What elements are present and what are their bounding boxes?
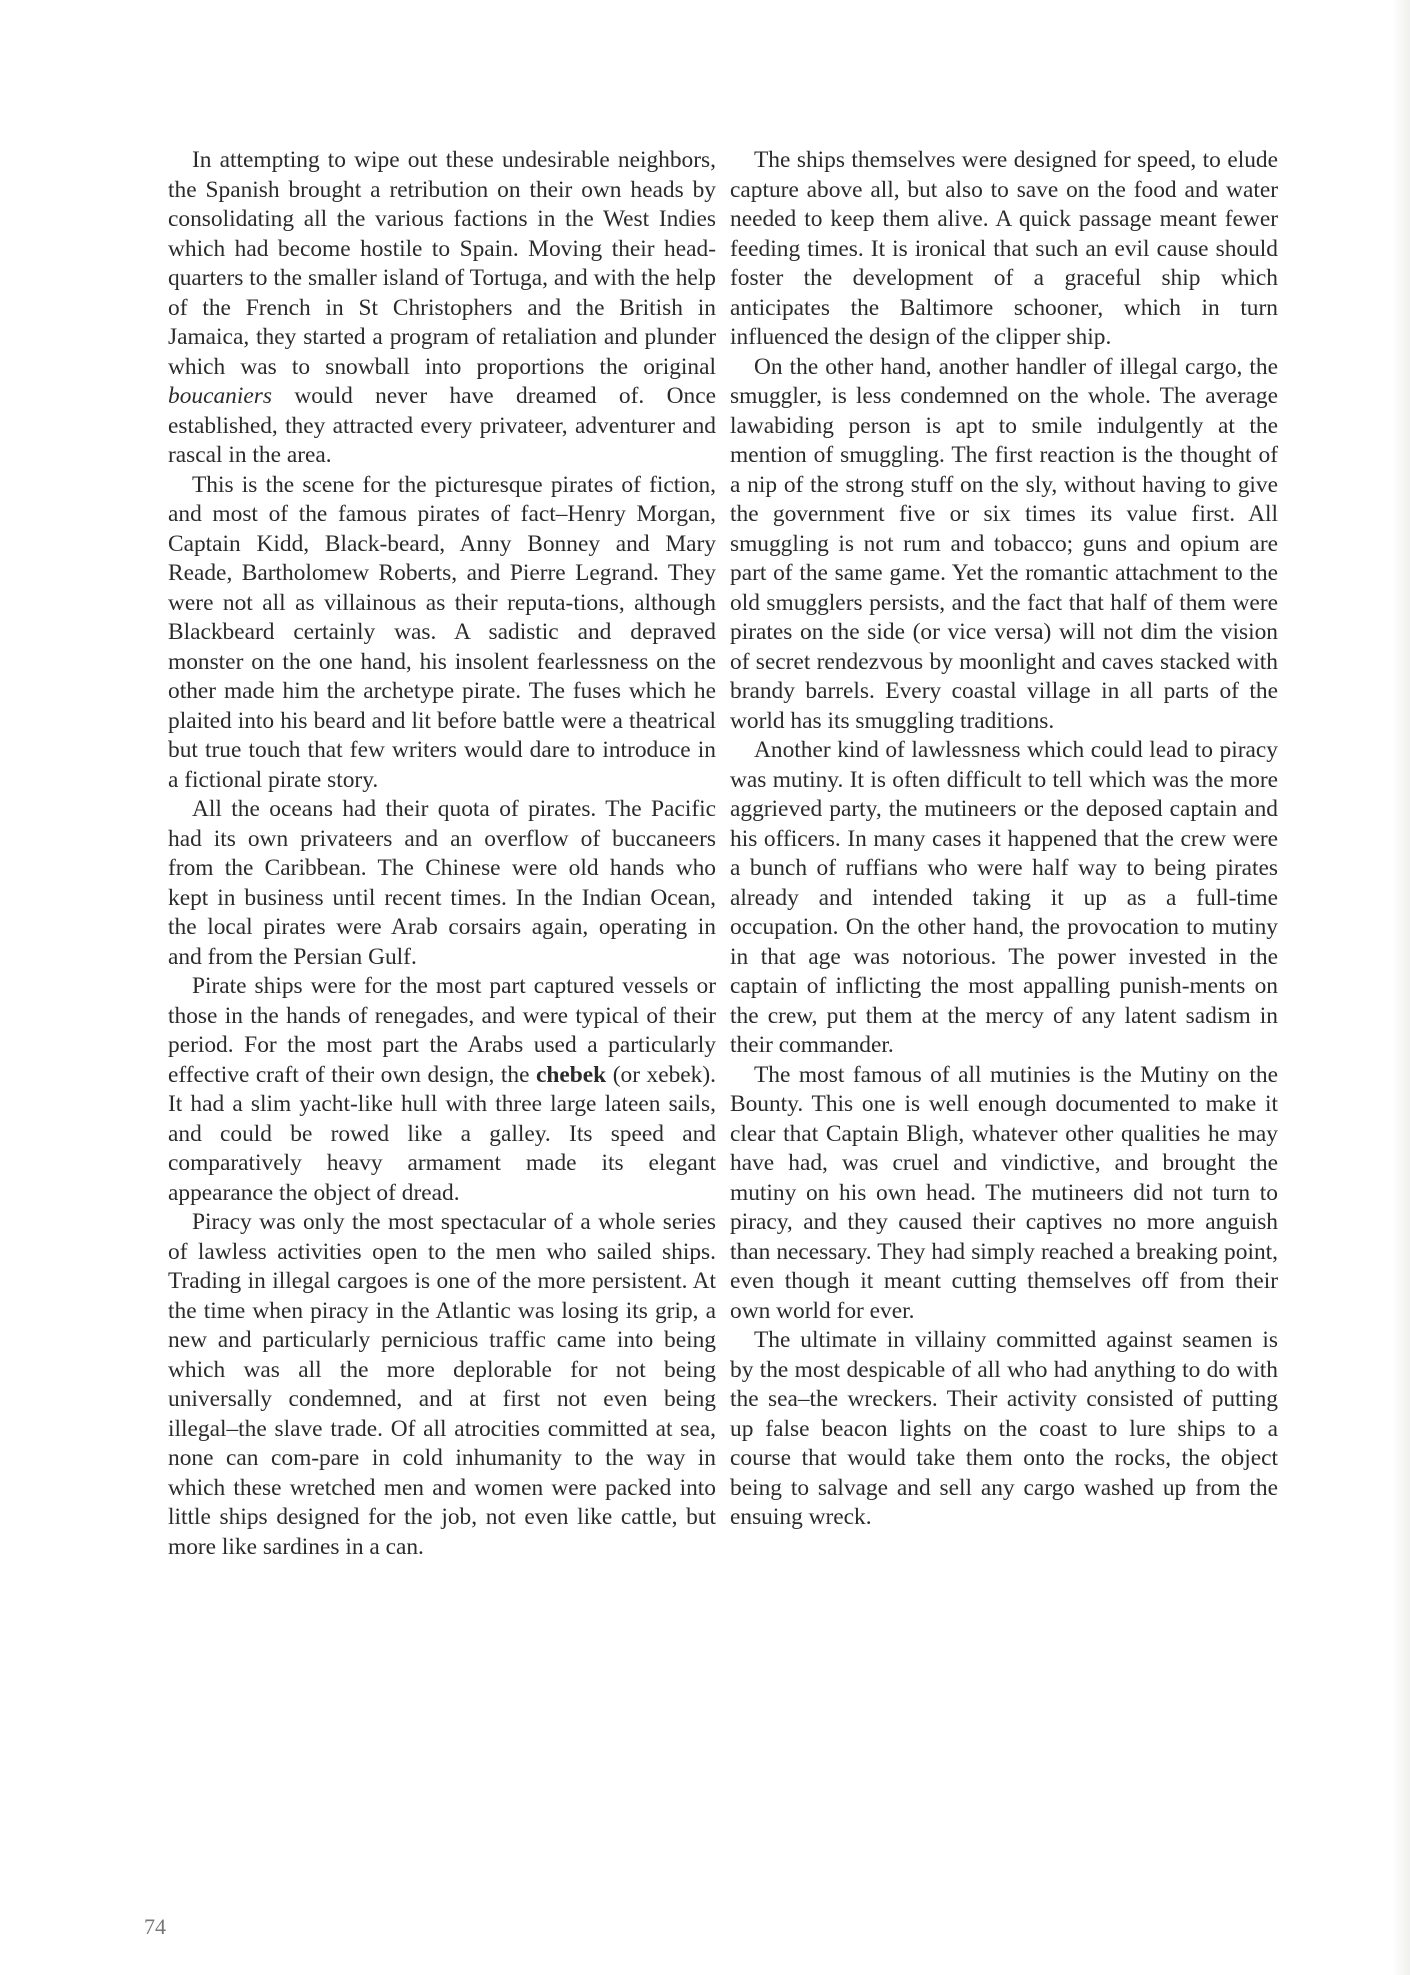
page-edge-shadow: [1392, 0, 1410, 1975]
left-text-column: [168, 146, 716, 1562]
paragraph: On the other hand, another handler of illegal cargo, the smuggler, is less condemned on the whole. The average lawabiding person is apt to smile indulgently at the mention of smuggling. The first reaction is the thought of a nip of the strong stuff on the sly, without having to give the government five or six times its value first. All smuggling is not rum and tobacco; guns and opium are part of the same game. Yet the romantic attachment to the old smugglers persists, and the fact that half of them were pirates on the side (or vice versa) will not dim the vision of secret rendezvous by moonlight and caves stacked with brandy barrels. Every coastal village in all parts of the world has its smuggling traditions.: [730, 353, 1278, 734]
italic-term: boucaniers: [168, 383, 272, 409]
paragraph: [168, 146, 716, 471]
right-text-column: [730, 146, 1278, 1533]
paragraph: Piracy was only the most spectacular of a whole series of lawless activities open to the men who sailed ships. Trading in illegal cargoes is one of the more persistent. At the time when piracy in the Atlantic was losing its grip, a new and particularly pernicious traffic came into being which was all the more deplorable for not being universally condemned, and at first not even being illegal–the slave trade. Of all atrocities committed at sea, none can com-pare in cold inhumanity to the way in which these wretched men and women were packed into little ships designed for the job, not even like cattle, but more like sardines in a can.: [168, 1209, 716, 1560]
paragraph: [168, 972, 716, 1208]
paragraph-text: would never have dreamed of. Once established, they attracted every privateer, adventurer and rascal in the area.: [168, 383, 716, 468]
paragraph: The most famous of all mutinies is the Mutiny on the Bounty. This one is well enough documented to make it clear that Captain Bligh, whatever other qualities he may have had, was cruel and vindictive, and brought the mutiny on his own head. The mutineers did not turn to piracy, and they caused their captives no more anguish than necessary. They had simply reached a breaking point, even though it meant cutting themselves off from their own world for ever.: [730, 1061, 1278, 1324]
paragraph: The ultimate in villainy committed against seamen is by the most despicable of all who had anything to do with the sea–the wreckers. Their activity consisted of putting up false beacon lights on the coast to lure ships to a course that would take them onto the rocks, the object being to salvage and sell any cargo washed up from the ensuing wreck.: [730, 1327, 1278, 1530]
paragraph-text: In attempting to wipe out these undesirable neighbors, the Spanish brought a retribution on their own heads by consolidating all the various factions in the West Indies which had become hostile to Spain. Moving their head-quarters to the smaller island of Tortuga, and with the help of the French in St Christophers and the British in Jamaica, they started a program of retaliation and plunder which was to snowball into proportions the original: [168, 147, 716, 380]
paragraph: The ships themselves were designed for speed, to elude capture above all, but also to save on the food and water needed to keep them alive. A quick passage meant fewer feeding times. It is ironical that such an evil cause should foster the development of a graceful ship which anticipates the Baltimore schooner, which in turn influenced the design of the clipper ship.: [730, 147, 1278, 350]
paragraph: Another kind of lawlessness which could lead to piracy was mutiny. It is often difficult to tell which was the more aggrieved party, the mutineers or the deposed captain and his officers. In many cases it happened that the crew were a bunch of ruffians who were half way to being pirates already and intended taking it up as a full-time occupation. On the other hand, the provocation to mutiny in that age was notorious. The power invested in the captain of inflicting the most appalling punish-ments on the crew, put them at the mercy of any latent sadism in their commander.: [730, 737, 1278, 1058]
paragraph: This is the scene for the picturesque pirates of fiction, and most of the famous pirates of fact–Henry Morgan, Captain Kidd, Black-beard, Anny Bonney and Mary Reade, Bartholomew Roberts, and Pierre Legrand. They were not all as villainous as their reputa-tions, although Blackbeard certainly was. A sadistic and depraved monster on the one hand, his insolent fearlessness on the other made him the archetype pirate. The fuses which he plaited into his beard and lit before battle were a theatrical but true touch that few writers would dare to introduce in a fictional pirate story.: [168, 471, 716, 793]
paragraph: All the oceans had their quota of pirates. The Pacific had its own privateers and an overflow of buccaneers from the Caribbean. The Chinese were old hands who kept in business until recent times. In the Indian Ocean, the local pirates were Arab corsairs again, operating in and from the Persian Gulf.: [168, 796, 716, 970]
paragraph-text: Pirate ships were for the most part captured vessels or those in the hands of renegades, and were typical of their period. For the most part the Arabs used a particularly effective craft of their own design, the: [168, 973, 716, 1088]
bold-term: chebek: [536, 1061, 607, 1088]
paragraph-text: (or xebek). It had a slim yacht-like hull with three large lateen sails, and could be rowed like a galley. Its speed and comparatively heavy armament made its elegant appearance the object of dread.: [168, 1061, 716, 1206]
page-number: 74: [144, 1914, 166, 1939]
